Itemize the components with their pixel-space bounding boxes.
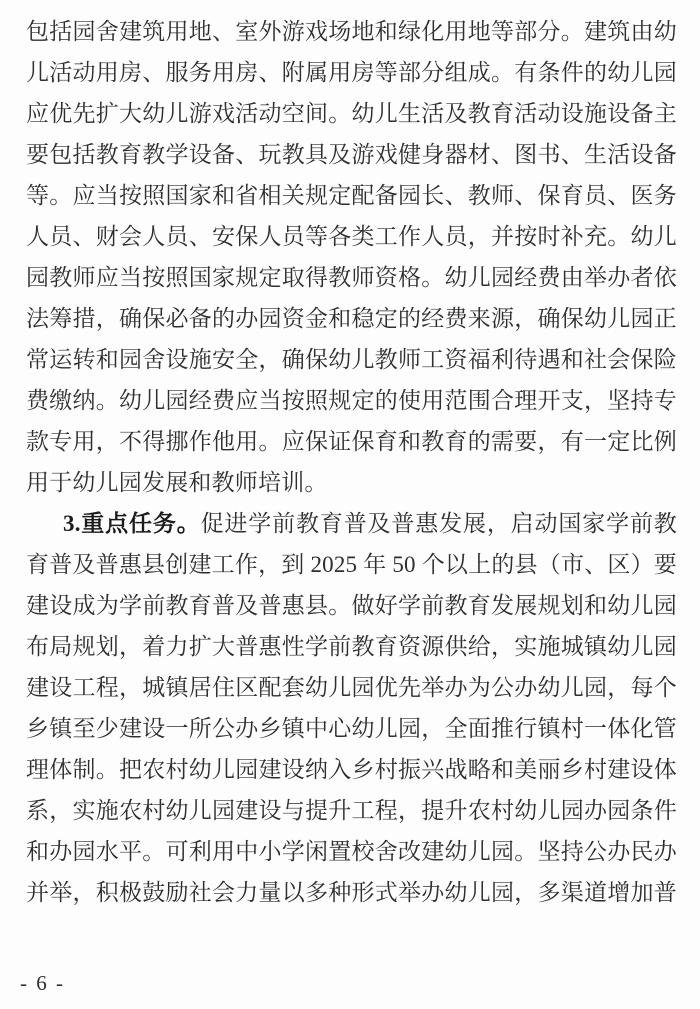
text-line: 布局规划，着力扩大普惠性学前教育资源供给，实施城镇幼儿园 [26,634,677,659]
text-line: 法筹措，确保必备的办园资金和稳定的经费来源，确保幼儿园正 [26,306,677,331]
text-line: 费缴纳。幼儿园经费应当按照规定的使用范围合理开支，坚持专 [26,388,677,413]
text-line: 乡镇至少建设一所公办乡镇中心幼儿园，全面推行镇村一体化管 [26,716,677,741]
document-body [26,11,677,913]
text-line: 等。应当按照国家和省相关规定配备园长、教师、保育员、医务 [26,183,677,208]
text-line [26,503,677,544]
text-line: 和办园水平。可利用中小学闲置校舍改建幼儿园。坚持公办民办 [26,839,677,864]
text-line: 并举，积极鼓励社会力量以多种形式举办幼儿园，多渠道增加普 [26,880,677,905]
text-line: 育普及普惠县创建工作，到 2025 年 50 个以上的县（市、区）要 [26,552,677,577]
text-line: 建设成为学前教育普及普惠县。做好学前教育发展规划和幼儿园 [26,593,677,618]
section-heading: 3.重点任务。 [63,511,201,536]
text-line: 款专用，不得挪作他用。应保证保育和教育的需要，有一定比例 [26,429,677,454]
text-line: 要包括教育教学设备、玩教具及游戏健身器材、图书、生活设备 [26,142,677,167]
text-line: 建设工程，城镇居住区配套幼儿园优先举办为公办幼儿园，每个 [26,675,677,700]
text-line: 用于幼儿园发展和教师培训。 [26,470,328,495]
text-line: 常运转和园舍设施安全，确保幼儿教师工资福利待遇和社会保险 [26,347,677,372]
text-line: 包括园舍建筑用地、室外游戏场地和绿化用地等部分。建筑由幼 [26,19,677,44]
text-line: 园教师应当按照国家规定取得教师资格。幼儿园经费由举办者依 [26,265,677,290]
page-number: - 6 - [20,971,65,995]
text-line: 理体制。把农村幼儿园建设纳入乡村振兴战略和美丽乡村建设体 [26,757,677,782]
text-line: 系，实施农村幼儿园建设与提升工程，提升农村幼儿园办园条件 [26,798,677,823]
text-line: 应优先扩大幼儿游戏活动空间。幼儿生活及教育活动设施设备主 [26,101,677,126]
text-line: 儿活动用房、服务用房、附属用房等部分组成。有条件的幼儿园 [26,60,677,85]
text-line: 人员、财会人员、安保人员等各类工作人员，并按时补充。幼儿 [26,224,677,249]
text-line-continuation: 促进学前教育普及普惠发展，启动国家学前教 [200,511,677,536]
